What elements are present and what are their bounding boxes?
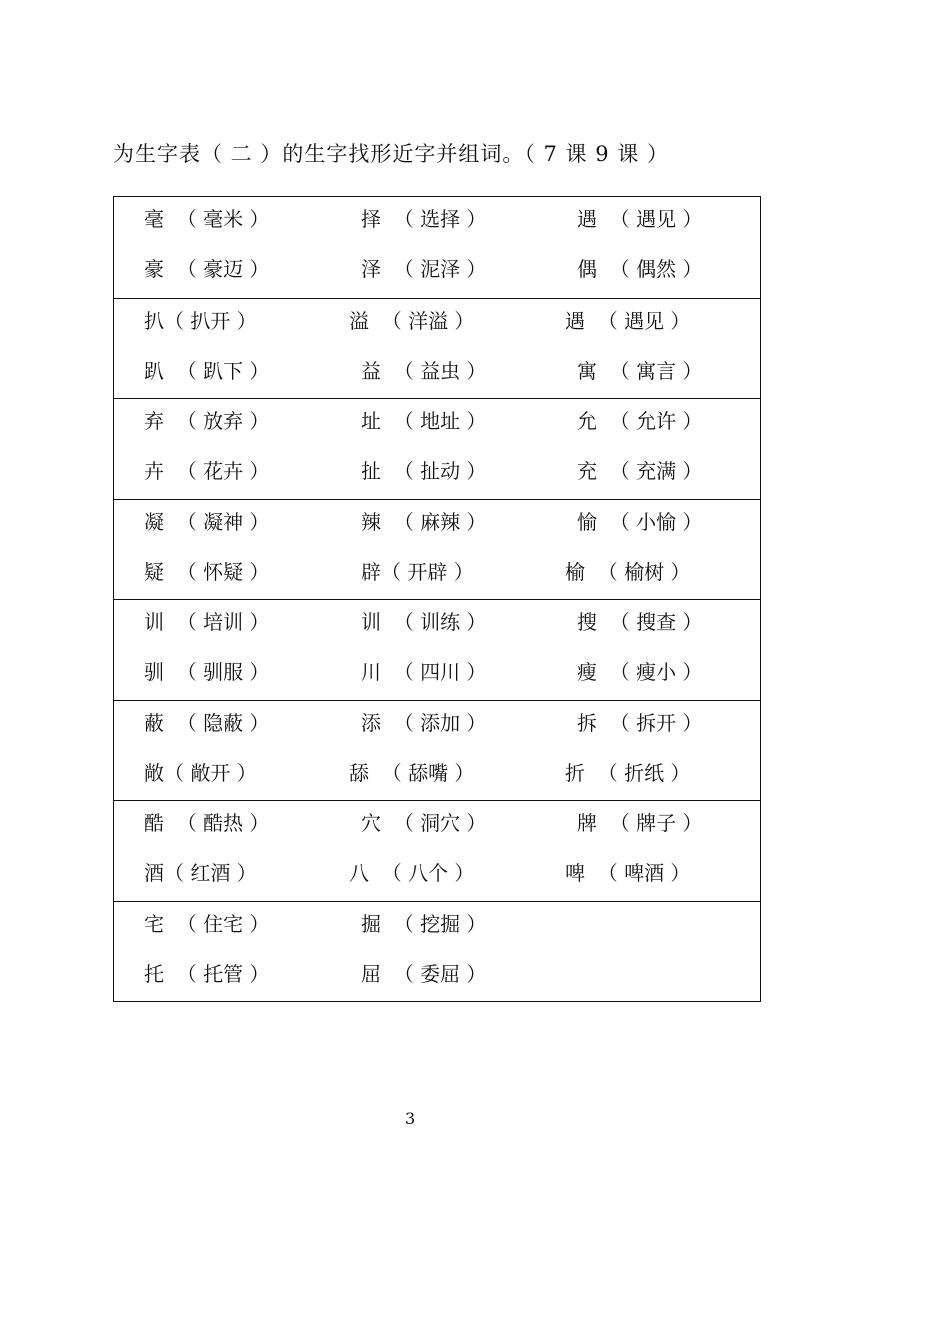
table-cell: 牌 （ 牌子 ）	[577, 811, 703, 835]
table-cell: 址 （ 地址 ）	[361, 409, 487, 433]
table-group	[114, 700, 760, 801]
table-cell: 蔽 （ 隐蔽 ）	[144, 710, 270, 735]
table-cell: 愉 （ 小愉 ）	[577, 509, 703, 534]
table-row	[114, 657, 760, 687]
table-cell: 掘 （ 挖掘 ）	[361, 911, 487, 936]
table-row	[114, 507, 760, 537]
page-title: 为生字表（ 二 ）的生字找形近字并组词。（ 7 课 9 课 ）	[113, 142, 669, 166]
table-cell: 寓 （ 寓言 ）	[577, 358, 703, 383]
table-group	[114, 197, 760, 298]
table-cell: 扯 （ 扯动 ）	[361, 459, 487, 483]
table-row	[114, 708, 760, 738]
table-row	[114, 909, 760, 939]
table-row	[114, 607, 760, 637]
table-cell: 凝 （ 凝神 ）	[144, 509, 270, 534]
table-group	[114, 298, 760, 399]
table-cell: 遇 （ 遇见 ）	[577, 207, 703, 231]
table-cell: 折 （ 折纸 ）	[565, 760, 691, 785]
table-cell: 添 （ 添加 ）	[361, 710, 487, 735]
table-cell: 训 （ 训练 ）	[361, 610, 487, 634]
table-cell: 趴 （ 趴下 ）	[144, 358, 270, 383]
table-cell: 川 （ 四川 ）	[361, 660, 487, 684]
table-row	[114, 456, 760, 486]
table-cell: 益 （ 益虫 ）	[361, 358, 487, 383]
table-cell: 溢 （ 洋溢 ）	[349, 308, 475, 333]
table-cell: 宅 （ 住宅 ）	[144, 911, 270, 936]
table-cell: 遇 （ 遇见 ）	[565, 308, 691, 333]
table-group	[114, 398, 760, 499]
table-row	[114, 858, 760, 888]
table-row	[114, 204, 760, 234]
table-cell: 舔 （ 舔嘴 ）	[349, 760, 475, 785]
table-cell: 穴 （ 洞穴 ）	[361, 811, 487, 835]
table-cell: 敞（ 敞开 ）	[144, 760, 257, 785]
page-number: 3	[405, 1109, 416, 1128]
table-cell: 泽 （ 泥泽 ）	[361, 257, 487, 281]
table-cell: 托 （ 托管 ）	[144, 961, 270, 986]
table-row	[114, 758, 760, 788]
table-cell: 搜 （ 搜查 ）	[577, 610, 703, 634]
table-row	[114, 406, 760, 436]
table-cell: 扒（ 扒开 ）	[144, 308, 257, 333]
table-cell: 弃 （ 放弃 ）	[144, 409, 270, 433]
table-group	[114, 499, 760, 600]
table-row	[114, 254, 760, 284]
table-cell: 八 （ 八个 ）	[349, 861, 475, 885]
table-group	[114, 901, 760, 1002]
table-cell: 毫 （ 毫米 ）	[144, 207, 270, 231]
table-cell: 酷 （ 酷热 ）	[144, 811, 270, 835]
table-cell: 屈 （ 委屈 ）	[361, 961, 487, 986]
table-cell: 充 （ 充满 ）	[577, 459, 703, 483]
table-cell: 驯 （ 驯服 ）	[144, 660, 270, 684]
table-row	[114, 306, 760, 336]
table-cell: 豪 （ 豪迈 ）	[144, 257, 270, 281]
table-cell: 啤 （ 啤酒 ）	[565, 861, 691, 885]
table-cell: 瘦 （ 瘦小 ）	[577, 660, 703, 684]
table-cell: 辣 （ 麻辣 ）	[361, 509, 487, 534]
table-row	[114, 557, 760, 587]
table-group	[114, 599, 760, 700]
table-cell: 允 （ 允许 ）	[577, 409, 703, 433]
table-cell: 榆 （ 榆树 ）	[565, 559, 691, 584]
table-cell: 疑 （ 怀疑 ）	[144, 559, 270, 584]
table-cell: 卉 （ 花卉 ）	[144, 459, 270, 483]
table-row	[114, 356, 760, 386]
table-cell: 偶 （ 偶然 ）	[577, 257, 703, 281]
word-table	[113, 196, 761, 1002]
table-cell: 酒（ 红酒 ）	[144, 861, 257, 885]
table-cell: 拆 （ 拆开 ）	[577, 710, 703, 735]
table-cell: 训 （ 培训 ）	[144, 610, 270, 634]
table-cell: 辟（ 开辟 ）	[361, 559, 474, 584]
table-group	[114, 800, 760, 901]
table-cell: 择 （ 选择 ）	[361, 207, 487, 231]
table-row	[114, 808, 760, 838]
table-row	[114, 959, 760, 989]
